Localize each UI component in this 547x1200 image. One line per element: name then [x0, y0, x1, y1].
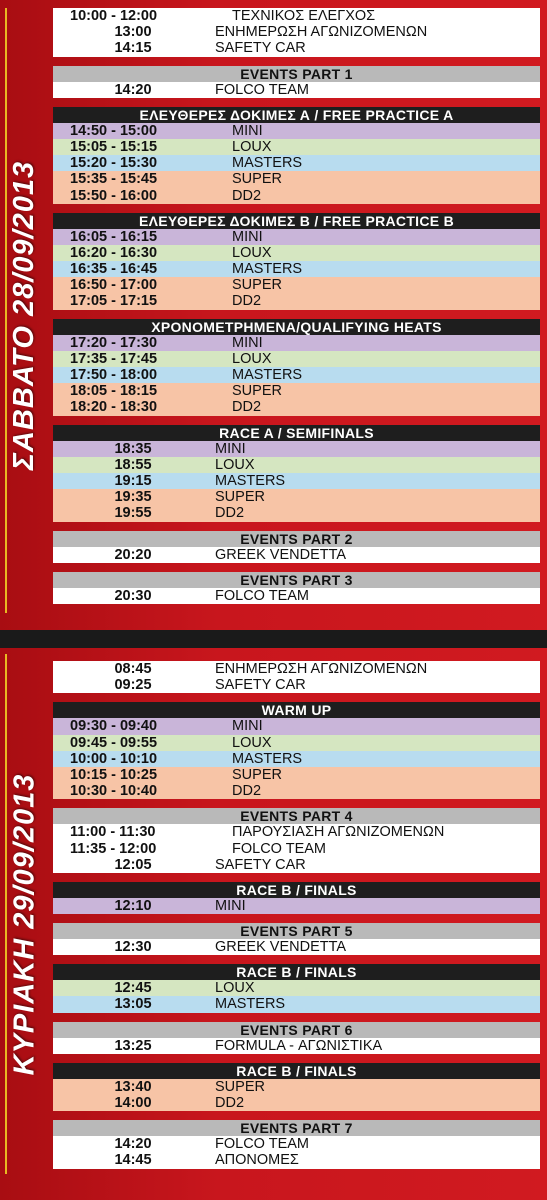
schedule-block [53, 1063, 540, 1111]
day-label-text: ΚΥΡΙΑΚΗ 29/09/2013 [8, 773, 41, 1075]
row-time: 11:00 - 11:30 [70, 824, 156, 841]
row-time: 16:20 - 16:30 [70, 244, 158, 261]
row-time: 12:05 [114, 856, 152, 873]
schedule-block [53, 661, 540, 693]
schedule-row [53, 457, 540, 473]
row-time: 14:45 [114, 1152, 152, 1169]
schedule-row [53, 229, 540, 245]
row-event: GREEK VENDETTA [215, 939, 347, 956]
schedule-row [53, 441, 540, 457]
row-event: FOLCO TEAM [215, 1136, 309, 1153]
row-time: 09:45 - 09:55 [70, 734, 158, 751]
row-event: DD2 [232, 293, 262, 310]
row-event: MASTERS [232, 367, 303, 383]
block-header: ΧΡΟΝΟΜΕΤΡΗΜΕΝΑ/QUALIFYING HEATS [53, 319, 540, 335]
row-time: 12:45 [114, 980, 152, 997]
block-header: RACE B / FINALS [53, 1063, 540, 1079]
day-label-sunday [0, 648, 50, 1200]
row-event: ΑΠΟΝΟΜΕΣ [215, 1152, 299, 1169]
schedule-row [53, 123, 540, 139]
row-event: SUPER [232, 383, 282, 400]
row-time: 12:10 [114, 897, 152, 914]
row-time: 17:05 - 17:15 [70, 293, 158, 310]
row-event: ΠΑΡΟΥΣΙΑΣΗ ΑΓΩΝΙΖΟΜΕΝΩΝ [232, 824, 445, 841]
schedule-row [53, 857, 540, 873]
row-event: SUPER [232, 277, 282, 294]
row-time: 16:50 - 17:00 [70, 277, 158, 294]
row-event: DD2 [232, 399, 262, 416]
row-event: ΕΝΗΜΕΡΩΣΗ ΑΓΩΝΙΖΟΜΕΝΩΝ [215, 661, 428, 677]
schedule-row [53, 171, 540, 187]
schedule-row [53, 588, 540, 604]
row-event: LOUX [215, 456, 255, 473]
schedule-block [53, 808, 540, 873]
panel-separator [0, 630, 547, 648]
schedule-row [53, 82, 540, 98]
row-event: DD2 [232, 187, 262, 204]
row-time: 14:50 - 15:00 [70, 122, 158, 139]
schedule-row [53, 245, 540, 261]
schedule-row [53, 751, 540, 767]
row-time: 14:00 [114, 1095, 152, 1111]
row-time: 09:30 - 09:40 [70, 718, 158, 735]
row-event: MASTERS [215, 472, 286, 489]
row-time: 15:20 - 15:30 [70, 155, 158, 172]
row-event: MINI [215, 440, 246, 457]
row-event: SUPER [215, 1078, 265, 1095]
schedule-block [53, 107, 540, 204]
schedule-block [53, 213, 540, 310]
row-event: FORMULA - ΑΓΩΝΙΣΤΙΚΑ [215, 1037, 383, 1054]
schedule-row [53, 367, 540, 383]
block-header: ΕΛΕΥΘΕΡΕΣ ΔΟΚΙΜΕΣ Β / FREE PRACTICE B [53, 213, 540, 229]
schedule-row [53, 188, 540, 204]
day-label-saturday [0, 0, 50, 630]
row-time: 14:20 [114, 81, 152, 98]
schedule-row [53, 980, 540, 996]
block-header: EVENTS PART 5 [53, 923, 540, 939]
row-event: MINI [232, 122, 263, 139]
schedule-row [53, 473, 540, 489]
schedule-row [53, 718, 540, 734]
schedule-block [53, 923, 540, 955]
row-event: MASTERS [232, 750, 303, 767]
schedule-row [53, 939, 540, 955]
block-header: RACE A / SEMIFINALS [53, 425, 540, 441]
row-event: GREEK VENDETTA [215, 546, 347, 563]
schedule-row [53, 293, 540, 309]
row-event: SUPER [215, 489, 265, 506]
row-event: ΤΕΧΝΙΚΟΣ ΕΛΕΓΧΟΣ [232, 8, 376, 24]
schedule-block [53, 531, 540, 563]
sunday-panel [0, 648, 547, 1200]
schedule-row [53, 824, 540, 840]
row-time: 18:20 - 18:30 [70, 399, 158, 416]
schedule-row [53, 996, 540, 1012]
schedule-row [53, 489, 540, 505]
row-time: 20:20 [114, 546, 152, 563]
row-time: 18:05 - 18:15 [70, 383, 158, 400]
row-event: LOUX [232, 350, 272, 367]
schedule-block [53, 964, 540, 1012]
row-event: DD2 [215, 1095, 245, 1111]
schedule-block [53, 1120, 540, 1168]
schedule-row [53, 1095, 540, 1111]
row-event: DD2 [232, 783, 262, 800]
row-event: SUPER [232, 766, 282, 783]
row-event: SUPER [232, 171, 282, 188]
row-time: 17:35 - 17:45 [70, 350, 158, 367]
schedule-row [53, 8, 540, 24]
schedule-row [53, 677, 540, 693]
schedule-row [53, 898, 540, 914]
schedule-row [53, 661, 540, 677]
row-time: 15:35 - 15:45 [70, 171, 158, 188]
row-event: MINI [232, 228, 263, 245]
row-time: 10:00 - 12:00 [70, 8, 158, 24]
row-time: 14:15 [114, 40, 152, 57]
schedule-row [53, 261, 540, 277]
block-header: RACE B / FINALS [53, 964, 540, 980]
row-event: SAFETY CAR [215, 40, 306, 57]
row-event: MASTERS [232, 261, 303, 278]
row-time: 09:25 [114, 677, 152, 694]
row-time: 12:30 [114, 939, 152, 956]
row-event: MINI [232, 718, 263, 735]
schedule-block [53, 319, 540, 416]
row-event: FOLCO TEAM [215, 81, 309, 98]
schedule-row [53, 505, 540, 521]
sunday-schedule [53, 661, 540, 1178]
schedule-row [53, 351, 540, 367]
schedule-block [53, 66, 540, 98]
block-header: WARM UP [53, 702, 540, 718]
schedule-row [53, 767, 540, 783]
block-header: EVENTS PART 4 [53, 808, 540, 824]
row-time: 19:15 [114, 472, 152, 489]
block-header: ΕΛΕΥΘΕΡΕΣ ΔΟΚΙΜΕΣ Α / FREE PRACTICE A [53, 107, 540, 123]
row-time: 19:55 [114, 505, 152, 522]
row-time: 18:55 [114, 456, 152, 473]
row-event: MASTERS [232, 155, 303, 172]
schedule-row [53, 399, 540, 415]
row-time: 13:40 [114, 1078, 152, 1095]
schedule-row [53, 547, 540, 563]
row-time: 16:05 - 16:15 [70, 228, 158, 245]
row-time: 10:30 - 10:40 [70, 783, 158, 800]
row-time: 08:45 [114, 661, 152, 677]
schedule-row [53, 841, 540, 857]
schedule-row [53, 155, 540, 171]
day-label-text: ΣΑΒΒΑΤΟ 28/09/2013 [8, 160, 41, 470]
row-event: SAFETY CAR [215, 856, 306, 873]
block-header: EVENTS PART 3 [53, 572, 540, 588]
row-event: MASTERS [215, 996, 286, 1013]
row-event: ΕΝΗΜΕΡΩΣΗ ΑΓΩΝΙΖΟΜΕΝΩΝ [215, 24, 428, 41]
schedule-row [53, 1038, 540, 1054]
row-event: MINI [215, 897, 246, 914]
schedule-row [53, 40, 540, 56]
row-event: LOUX [232, 734, 272, 751]
row-event: SAFETY CAR [215, 677, 306, 694]
block-header: EVENTS PART 2 [53, 531, 540, 547]
row-time: 10:15 - 10:25 [70, 766, 158, 783]
schedule-row [53, 1152, 540, 1168]
row-time: 13:00 [114, 24, 152, 41]
row-time: 20:30 [114, 587, 152, 604]
row-time: 17:50 - 18:00 [70, 367, 158, 383]
schedule-row [53, 277, 540, 293]
row-event: FOLCO TEAM [232, 840, 326, 857]
row-time: 13:05 [114, 996, 152, 1013]
schedule-row [53, 1136, 540, 1152]
block-header: EVENTS PART 1 [53, 66, 540, 82]
schedule-row [53, 783, 540, 799]
row-time: 15:05 - 15:15 [70, 138, 158, 155]
row-event: LOUX [232, 244, 272, 261]
schedule-block [53, 8, 540, 57]
schedule-row [53, 383, 540, 399]
row-time: 10:00 - 10:10 [70, 750, 158, 767]
schedule-row [53, 139, 540, 155]
row-time: 15:50 - 16:00 [70, 187, 158, 204]
block-header: EVENTS PART 7 [53, 1120, 540, 1136]
schedule-block [53, 572, 540, 604]
schedule-row [53, 735, 540, 751]
row-time: 19:35 [114, 489, 152, 506]
row-time: 18:35 [114, 440, 152, 457]
row-event: DD2 [215, 505, 245, 522]
row-time: 11:35 - 12:00 [70, 840, 157, 857]
row-time: 13:25 [114, 1037, 152, 1054]
row-event: MINI [232, 334, 263, 351]
schedule-block [53, 882, 540, 914]
block-header: EVENTS PART 6 [53, 1022, 540, 1038]
row-time: 14:20 [114, 1136, 152, 1153]
schedule-row [53, 335, 540, 351]
schedule-block [53, 1022, 540, 1054]
schedule-block [53, 425, 540, 522]
schedule-row [53, 24, 540, 40]
row-event: FOLCO TEAM [215, 587, 309, 604]
row-time: 17:20 - 17:30 [70, 334, 158, 351]
row-event: LOUX [232, 138, 272, 155]
schedule-row [53, 1079, 540, 1095]
saturday-schedule [53, 8, 540, 613]
row-event: LOUX [215, 980, 255, 997]
block-header: RACE B / FINALS [53, 882, 540, 898]
row-time: 16:35 - 16:45 [70, 261, 158, 278]
schedule-block [53, 702, 540, 799]
